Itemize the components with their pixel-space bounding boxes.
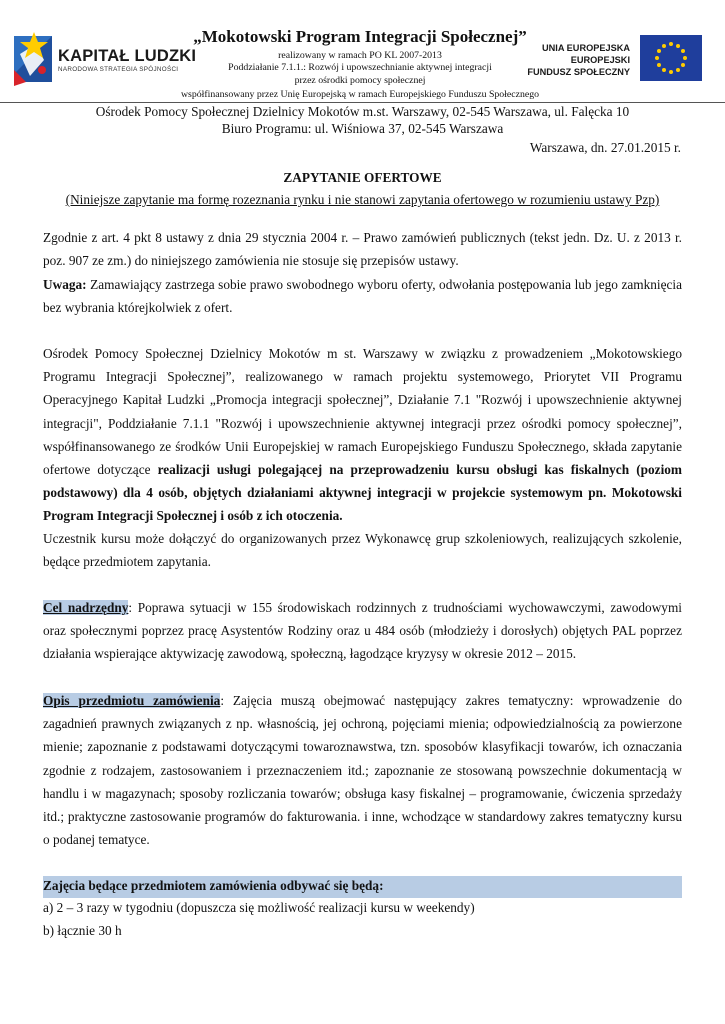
notice-paragraph: [43, 273, 682, 319]
kapital-ludzki-emblem-icon: [14, 30, 58, 86]
inquiry-subject: realizacji usługi polegającej na przeprowadzeniu kursu obsługi kas fiskalnych (poziom podstawowy) dla 4 osób, objętych działaniami aktywnej integracji w projekcie systemowym pn. Mokotowski Program Integracji Społecznej i osób z ich otoczenia.: [43, 462, 682, 524]
address-line-2: Biuro Programu: ul. Wiśniowa 37, 02-545 Warszawa: [221, 121, 504, 136]
notice-text: Zamawiający zastrzega sobie prawo swobodnego wyboru oferty, odwołania postępowania lub jego zamknięcia bez wybrania którejkolwiek z ofert.: [43, 277, 682, 316]
eu-logo-line-2: EUROPEJSKI: [570, 55, 630, 65]
description-label: Opis przedmiotu zamówienia: [43, 693, 221, 708]
document-subtitle: (Niniejsze zapytanie ma formę rozeznania rynku i nie stanowi zapytania ofertowego w rozumieniu ustawy Pzp): [65, 192, 660, 207]
eu-flag-icon: [640, 35, 702, 81]
description-text: : Zajęcia muszą obejmować następujący zakres tematyczny: wprowadzenie do zagadnień prawnych związanych z np. własnością, jej ochroną, pojęciami mienia; odpowiedzialnością za powierzone mienie; zapoznanie z podstawami dotyczącymi towaroznawstwa, tzn. sposobów klasyfikacji towarów, ich oznaczania zgodnie z rodzajem, zastosowaniem i przeznaczeniem itd.; zapoznanie ze stosowaną powszechnie dokumentacją w handlu i w magazynach; sposoby rozliczania towarów; obsługa kasy fiskalnej – programowanie, ćwiczenia sprzedaży itd.; praktyczne zastosowanie programów do fakturowania. i inne, wchodzące w standardowy zakres tematyczny kursu o podanej tematyce.: [43, 693, 682, 848]
program-line-4: współfinansowany przez Unię Europejską w ramach Europejskiego Funduszu Społecznego: [180, 89, 540, 100]
eu-logo-line-3: FUNDUSZ SPOŁECZNY: [527, 67, 630, 77]
kapital-ludzki-subtitle: NARODOWA STRATEGIA SPÓJNOŚCI: [58, 66, 179, 73]
schedule-item-b: b) łącznie 30 h: [43, 923, 122, 938]
eu-logo-line-1: UNIA EUROPEJSKA: [542, 43, 630, 53]
program-line-1: realizowany w ramach PO KL 2007-2013: [278, 50, 442, 61]
goal-label: Cel nadrzędny: [43, 600, 129, 615]
notice-label: Uwaga:: [43, 277, 87, 292]
goal-paragraph: [43, 596, 682, 666]
kapital-ludzki-title: KAPITAŁ LUDZKI: [58, 47, 197, 65]
eu-logo-text: [527, 42, 630, 78]
address-line-1: Ośrodek Pomocy Społecznej Dzielnicy Mokotów m.st. Warszawy, 02-545 Warszawa, ul. Falęcka 10: [95, 104, 630, 119]
schedule-heading: Zajęcia będące przedmiotem zamówienia odbywać się będą:: [43, 878, 384, 893]
header-divider: [0, 102, 725, 103]
program-title: „Mokotowski Program Integracji Społecznej”: [193, 27, 527, 46]
inquiry-text: Ośrodek Pomocy Społecznej Dzielnicy Mokotów m st. Warszawy w związku z prowadzeniem „Mokotowskiego Programu Integracji Społecznej”, realizowanego w ramach projektu systemowego, Priorytet VII Programu Operacyjnego Kapitał Ludzki „Promocja integracji społecznej”, Działanie 7.1 "Rozwój i upowszechnienie aktywnej integracji", Poddziałanie 7.1.1 "Rozwój i upowszechnienie aktywnej integracji przez ośrodki pomocy społecznej”, współfinansowanego ze środków Unii Europejskiej w ramach Europejskiego Funduszu Społecznego, składa zapytanie ofertowe dotyczące: [43, 346, 682, 478]
schedule-item-a: a) 2 – 3 razy w tygodniu (dopuszcza się możliwość realizacji kursu w weekendy): [43, 900, 475, 915]
description-paragraph: [43, 689, 682, 851]
document-date: Warszawa, dn. 27.01.2015 r.: [529, 140, 681, 155]
document-title: ZAPYTANIE OFERTOWE: [283, 170, 442, 185]
program-line-3: przez ośrodki pomocy społecznej: [294, 75, 426, 86]
program-line-2: Poddziałanie 7.1.1.: Rozwój i upowszechnianie aktywnej integracji: [228, 62, 492, 73]
inquiry-paragraph: [43, 342, 682, 528]
goal-text: : Poprawa sytuacji w 155 środowiskach rodzinnych z trudnościami wychowawczymi, zawodowymi oraz społecznymi poprzez pracę Asystentów Rodziny oraz u 484 osób (młodzieży i dorosłych) objętych PAL poprzez działania wspierające aktywizację zawodową, społeczną, łagodzące kryzysy w okresie 2012 – 2015.: [43, 600, 682, 662]
legal-basis-paragraph: Zgodnie z art. 4 pkt 8 ustawy z dnia 29 stycznia 2004 r. – Prawo zamówień publicznych (tekst jedn. Dz. U. z 2013 r. poz. 907 ze zm.) do niniejszego zamówienia nie stosuje się przepisów ustawy.: [43, 230, 682, 269]
participant-paragraph: Uczestnik kursu może dołączyć do organizowanych przez Wykonawcę grup szkoleniowych, realizujących szkolenie, będące przedmiotem zapytania.: [43, 531, 682, 570]
